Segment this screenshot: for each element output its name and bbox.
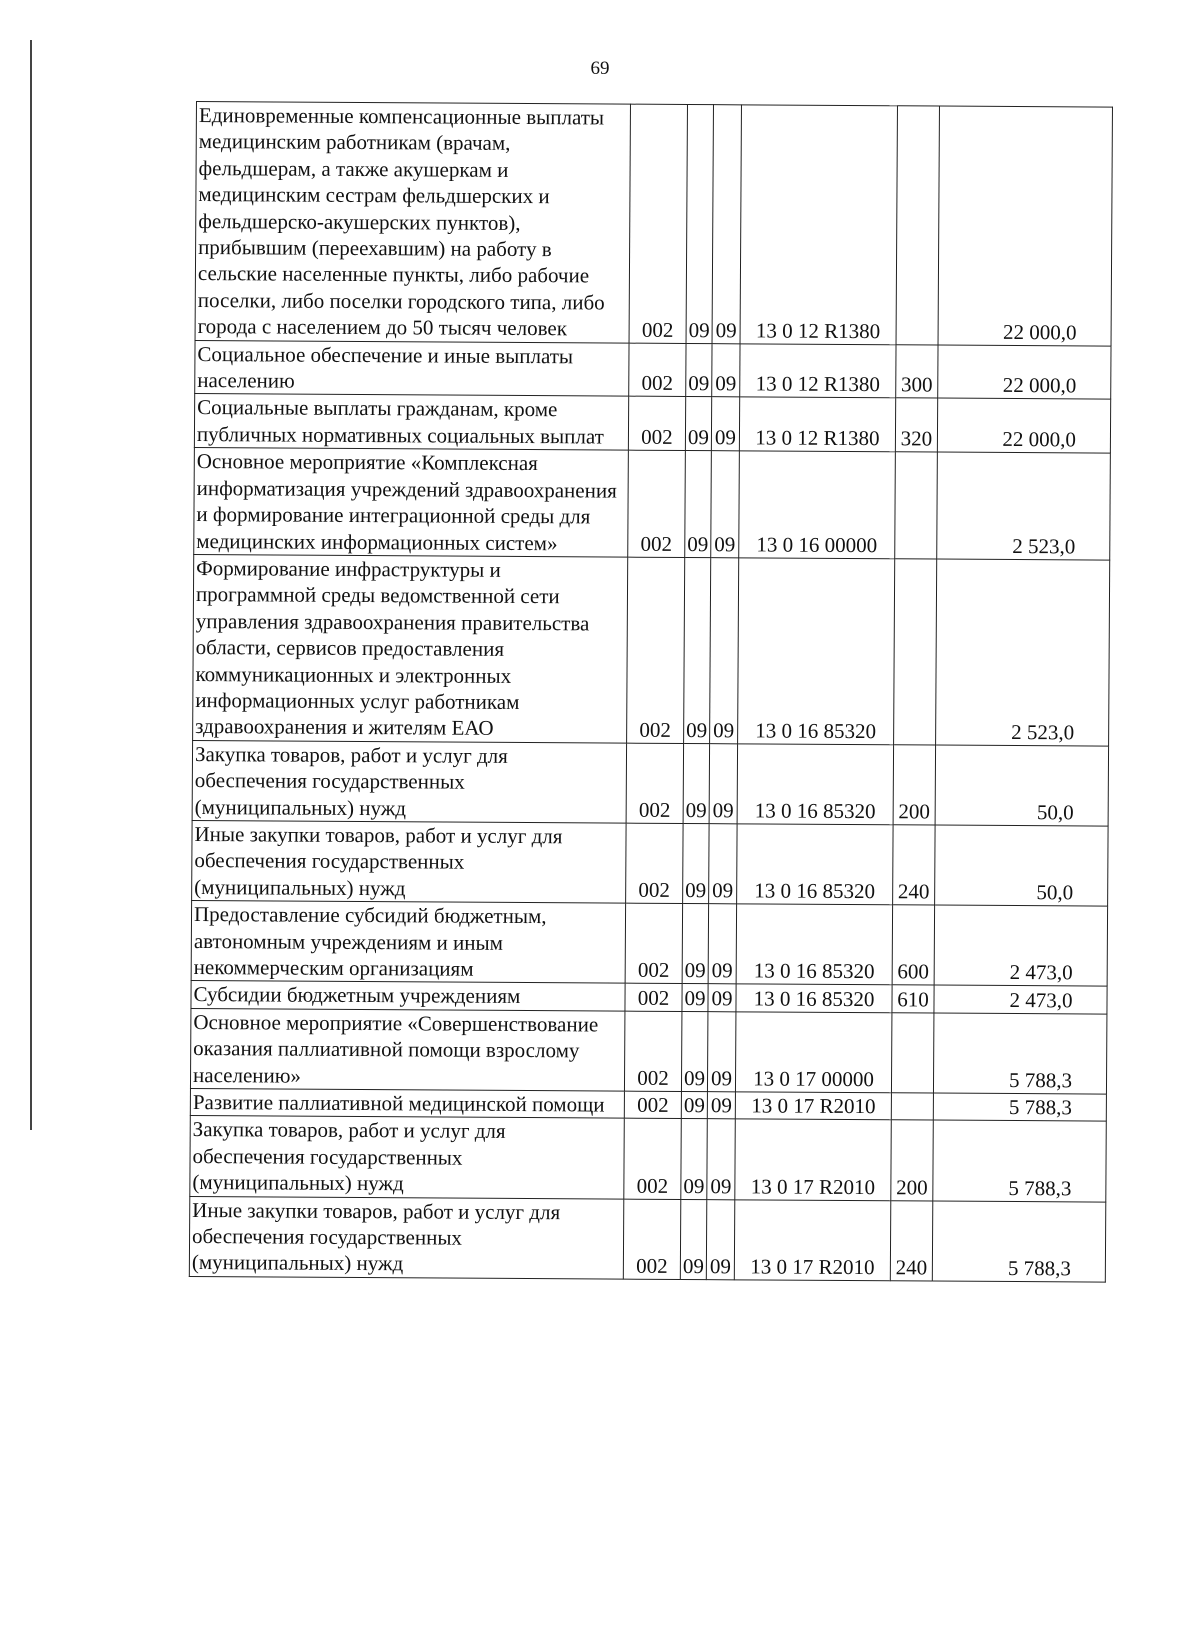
expense-name-cell: Основное мероприятие «Совершенствование оказания паллиативной помощи взрослому населению» [190, 1008, 624, 1091]
expense-name-cell: Субсидии бюджетным учреждениям [191, 981, 625, 1011]
table-row [195, 102, 1112, 346]
ministry-code-cell: 002 [627, 557, 685, 743]
ministry-code-cell: 002 [623, 1199, 680, 1280]
target-article-cell: 13 0 12 R1380 [740, 105, 897, 345]
subsection-code-cell: 09 [711, 397, 739, 451]
target-article-cell: 13 0 16 85320 [736, 984, 892, 1012]
section-code-cell: 09 [683, 823, 709, 903]
subsection-code-cell: 09 [707, 1092, 735, 1120]
target-article-cell: 13 0 16 85320 [737, 744, 893, 825]
expense-type-cell [896, 106, 939, 345]
expense-name-cell: Закупка товаров, работ и услуг для обеспечения государственных (муниципальных) нужд [192, 740, 626, 823]
amount-cell: 5 788,3 [933, 1093, 1106, 1121]
subsection-code-cell: 09 [707, 1011, 735, 1091]
subsection-code-cell: 09 [708, 984, 736, 1012]
expense-type-cell [891, 1093, 933, 1121]
amount-cell: 50,0 [935, 745, 1108, 826]
expense-name-cell: Социальное обеспечение и иные выплаты населению [195, 340, 629, 396]
target-article-cell: 13 0 12 R1380 [740, 343, 896, 398]
ministry-code-cell: 002 [625, 984, 682, 1012]
subsection-code-cell: 09 [711, 451, 740, 558]
table-row [190, 1008, 1106, 1094]
expense-name-cell: Предоставление субсидий бюджетным, автономным учреждениям и иным некоммерческим организациям [191, 901, 625, 984]
expense-name-cell: Социальные выплаты гражданам, кроме публичных нормативных социальных выплат [194, 394, 628, 450]
amount-cell: 5 788,3 [932, 1201, 1105, 1282]
amount-cell: 2 523,0 [937, 452, 1111, 560]
table-row [193, 554, 1110, 745]
target-article-cell: 13 0 17 R2010 [735, 1092, 891, 1120]
target-article-cell: 13 0 17 R2010 [734, 1199, 890, 1280]
subsection-code-cell: 09 [712, 343, 740, 397]
target-article-cell: 13 0 17 R2010 [735, 1119, 891, 1200]
section-code-cell: 09 [683, 743, 709, 823]
expense-type-cell: 600 [892, 905, 934, 985]
budget-table [189, 101, 1113, 1282]
section-code-cell: 09 [686, 105, 713, 344]
amount-cell: 2 523,0 [936, 559, 1110, 746]
table-row [191, 901, 1107, 987]
amount-cell: 50,0 [935, 825, 1108, 906]
expense-name-cell: Единовременные компенсационные выплаты медицинским работникам (врачам, фельдшерам, а также акушеркам и медицинским сестрам фельдшерских и фельдшерско-акушерских пунктов), прибывшим (переехавшим) на работу в сельские населенные пункты, либо рабочие поселки, либо поселки городского типа, либо города с населением до 50 тысяч человек [195, 102, 630, 343]
expense-name-cell: Иные закупки товаров, работ и услуг для обеспечения государственных (муниципальных) нужд [192, 820, 626, 903]
ministry-code-cell: 002 [628, 450, 686, 557]
amount-cell: 5 788,3 [933, 1013, 1106, 1094]
amount-cell: 2 473,0 [934, 985, 1107, 1013]
ministry-code-cell: 002 [624, 1011, 681, 1092]
expense-type-cell: 300 [896, 344, 938, 398]
target-article-cell: 13 0 16 85320 [738, 558, 895, 745]
target-article-cell: 13 0 12 R1380 [739, 397, 895, 452]
section-code-cell: 09 [682, 904, 708, 984]
table-row [189, 1196, 1105, 1282]
subsection-code-cell: 09 [709, 824, 737, 904]
ministry-code-cell: 002 [626, 743, 683, 824]
expense-type-cell: 240 [893, 825, 935, 905]
budget-table-body [189, 102, 1112, 1282]
table-row [194, 394, 1110, 453]
expense-type-cell: 320 [895, 398, 937, 452]
target-article-cell: 13 0 17 00000 [735, 1012, 891, 1093]
table-row [195, 340, 1111, 399]
ministry-code-cell: 002 [629, 343, 686, 397]
table-row [190, 1116, 1106, 1202]
section-code-cell: 09 [682, 984, 708, 1012]
expense-type-cell [891, 1013, 933, 1093]
ministry-code-cell: 002 [624, 1119, 681, 1200]
subsection-code-cell: 09 [707, 1119, 735, 1199]
amount-cell: 22 000,0 [938, 345, 1111, 400]
table-row [194, 448, 1111, 560]
ministry-code-cell: 002 [629, 104, 687, 343]
expense-type-cell [895, 452, 938, 559]
ministry-code-cell: 002 [624, 1091, 681, 1119]
expense-name-cell: Формирование инфраструктуры и программной среды ведомственной сети управления здравоохранения правительства области, сервисов предоставления коммуникационных и электронных информационных услуг работникам здравоохранения и жителям ЕАО [193, 554, 628, 742]
amount-cell: 22 000,0 [937, 399, 1110, 454]
subsection-code-cell: 09 [708, 904, 736, 984]
section-code-cell: 09 [681, 1119, 707, 1199]
page-number: 69 [590, 58, 610, 79]
subsection-code-cell: 09 [709, 743, 737, 823]
section-code-cell: 09 [681, 1011, 707, 1091]
expense-type-cell: 610 [892, 985, 934, 1013]
scan-margin-line [30, 40, 32, 1130]
section-code-cell: 09 [685, 451, 712, 558]
section-code-cell: 09 [684, 557, 711, 743]
ministry-code-cell: 002 [625, 903, 682, 984]
expense-type-cell [894, 559, 937, 745]
expense-name-cell: Иные закупки товаров, работ и услуг для обеспечения государственных (муниципальных) нужд [189, 1196, 623, 1279]
table-row [192, 740, 1108, 826]
table-row [192, 820, 1108, 906]
expense-name-cell: Закупка товаров, работ и услуг для обеспечения государственных (муниципальных) нужд [190, 1116, 624, 1199]
amount-cell: 2 473,0 [934, 905, 1107, 986]
target-article-cell: 13 0 16 00000 [739, 451, 896, 559]
target-article-cell: 13 0 16 85320 [736, 904, 892, 985]
expense-name-cell: Основное мероприятие «Комплексная информатизация учреждений здравоохранения и формирование интеграционной среды для медицинских информационных систем» [194, 448, 629, 557]
budget-table-wrapper [189, 101, 1113, 1282]
target-article-cell: 13 0 16 85320 [737, 824, 893, 905]
section-code-cell: 09 [680, 1199, 706, 1279]
subsection-code-cell: 09 [706, 1199, 734, 1279]
subsection-code-cell: 09 [712, 105, 741, 344]
section-code-cell: 09 [686, 343, 712, 397]
ministry-code-cell: 002 [626, 823, 683, 904]
section-code-cell: 09 [681, 1092, 707, 1120]
expense-name-cell: Развитие паллиативной медицинской помощи [190, 1089, 624, 1119]
section-code-cell: 09 [685, 397, 711, 451]
ministry-code-cell: 002 [628, 397, 685, 451]
subsection-code-cell: 09 [710, 558, 739, 744]
expense-type-cell: 240 [890, 1200, 932, 1280]
amount-cell: 22 000,0 [938, 106, 1112, 346]
expense-type-cell: 200 [891, 1120, 933, 1200]
amount-cell: 5 788,3 [933, 1120, 1106, 1201]
expense-type-cell: 200 [893, 745, 935, 825]
